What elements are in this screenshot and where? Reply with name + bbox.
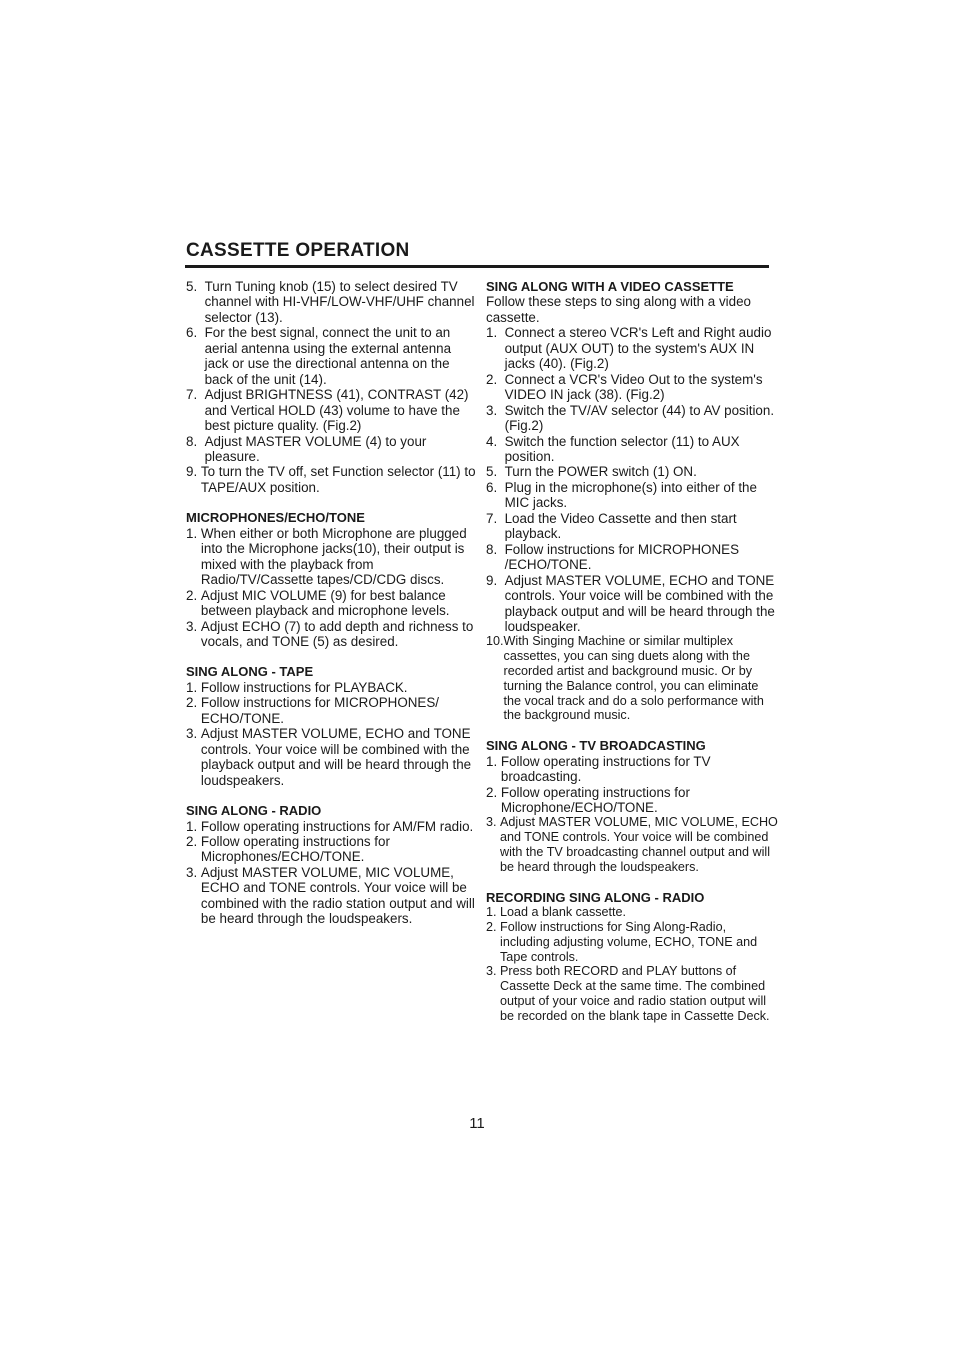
section-intro: Follow these steps to sing along with a video cassette. (486, 294, 751, 325)
left-column (186, 279, 478, 927)
list-item: 5. Turn the POWER switch (1) ON. (486, 464, 697, 480)
tv-broadcasting-list (486, 754, 778, 875)
list-item: 2. Adjust MIC VOLUME (9) for best balance between playback and microphone levels. (186, 587, 450, 619)
section-heading-tv-broadcasting: SING ALONG - TV BROADCASTING (486, 738, 706, 754)
section-gap (186, 788, 478, 803)
list-item: 3. Press both RECORD and PLAY buttons of Cassette Deck at the same time. The combined output of your voice and radio station output will be recorded on the blank tape in Cassette Deck. (486, 964, 770, 1023)
list-item: 2. Follow operating instructions for Microphones/ECHO/TONE. (186, 833, 390, 865)
list-item: 3. Adjust ECHO (7) to add depth and richness to vocals, and TONE (5) as desired. (186, 618, 474, 649)
list-item: 2. Follow instructions for Sing Along-Radio, including adjusting volume, ECHO, TONE and Tape controls. (486, 919, 758, 964)
section-gap (186, 495, 478, 510)
list-item: 7. Adjust BRIGHTNESS (41), CONTRAST (42) and Vertical HOLD (43) volume to have the best picture quality. (Fig.2) (186, 387, 469, 434)
section-heading-recording: RECORDING SING ALONG - RADIO (486, 889, 705, 905)
list-item: 1. Follow instructions for PLAYBACK. (186, 679, 408, 695)
video-cassette-list (486, 325, 778, 723)
list-item: 1. Follow operating instructions for TV broadcasting. (486, 753, 711, 785)
list-item: 5. Turn Tuning knob (15) to select desired TV channel with HI-VHF/LOW-VHF/UHF channel selector (13). (186, 279, 475, 325)
recording-list (486, 905, 778, 1023)
section-heading-video-cassette: SING ALONG WITH A VIDEO CASSETTE (486, 279, 734, 294)
section-gap (186, 649, 478, 664)
section-heading-microphones: MICROPHONES/ECHO/TONE (186, 510, 365, 526)
list-item: 2. Connect a VCR's Video Out to the system's VIDEO IN jack (38). (Fig.2) (486, 371, 763, 403)
list-item: 6. For the best signal, connect the unit to an aerial antenna using the external antenna jack or use the directional antenna on the back of the unit (14). (186, 325, 452, 387)
list-item: 4. Switch the function selector (11) to AUX position. (486, 433, 740, 464)
microphones-list (186, 526, 478, 650)
section-heading-tape: SING ALONG - TAPE (186, 664, 314, 680)
radio-list (186, 819, 478, 927)
list-item: 3. Adjust MASTER VOLUME, ECHO and TONE controls. Your voice will be combined with the playback output and will be heard through the loudspeakers. (186, 726, 472, 788)
list-item: 1. Connect a stereo VCR's Left and Right audio output (AUX OUT) to the system's AUX IN jacks (40). (Fig.2) (486, 325, 772, 372)
list-item: 6. Plug in the microphone(s) into either of the MIC jacks. (486, 479, 757, 511)
list-item: 1. Follow operating instructions for AM/FM radio. (186, 818, 474, 834)
list-item: 9. To turn the TV off, set Function selector (11) to TAPE/AUX position. (186, 464, 476, 495)
list-item: 10. With Singing Machine or similar multiplex cassettes, you can sing duets along with the recorded artist and background music. Or by turning the Balance control, you can eliminate the vocal track and do a solo performance with the background music. (486, 634, 764, 723)
list-item: 7. Load the Video Cassette and then start playback. (486, 510, 737, 542)
title-underline (185, 265, 769, 268)
list-item: 8. Follow instructions for MICROPHONES /ECHO/TONE. (486, 541, 739, 573)
list-item: 3. Adjust MASTER VOLUME, MIC VOLUME, ECHO and TONE controls. Your voice will be combined with the TV broadcasting channel output and will be heard through the loudspeakers. (486, 815, 778, 874)
page-title: CASSETTE OPERATION (186, 240, 410, 261)
section-heading-radio: SING ALONG - RADIO (186, 803, 322, 819)
list-item: 1. Load a blank cassette. (486, 905, 627, 920)
section-gap (486, 875, 778, 890)
list-item: 9. Adjust MASTER VOLUME, ECHO and TONE controls. Your voice will be combined with the playback output and will be heard through the loudspeaker. (486, 572, 775, 634)
tape-list (186, 680, 478, 788)
tuning-list (186, 279, 478, 495)
page-number: 11 (469, 1115, 485, 1132)
list-item: 3. Adjust MASTER VOLUME, MIC VOLUME, ECHO and TONE controls. Your voice will be combined with the radio station output and will be heard through the loudspeakers. (186, 864, 475, 927)
right-column (486, 279, 778, 1023)
list-item: 3. Switch the TV/AV selector (44) to AV position. (Fig.2) (486, 402, 775, 434)
section-gap (486, 723, 778, 738)
list-item: 2. Follow instructions for MICROPHONES/ ECHO/TONE. (186, 695, 439, 726)
list-item: 2. Follow operating instructions for Microphone/ECHO/TONE. (486, 784, 690, 816)
list-item: 8. Adjust MASTER VOLUME (4) to your pleasure. (186, 433, 427, 464)
list-item: 1. When either or both Microphone are plugged into the Microphone jacks(10), their output is mixed with the playback from Radio/TV/Cassette tapes/CD/CDG discs. (186, 525, 467, 588)
